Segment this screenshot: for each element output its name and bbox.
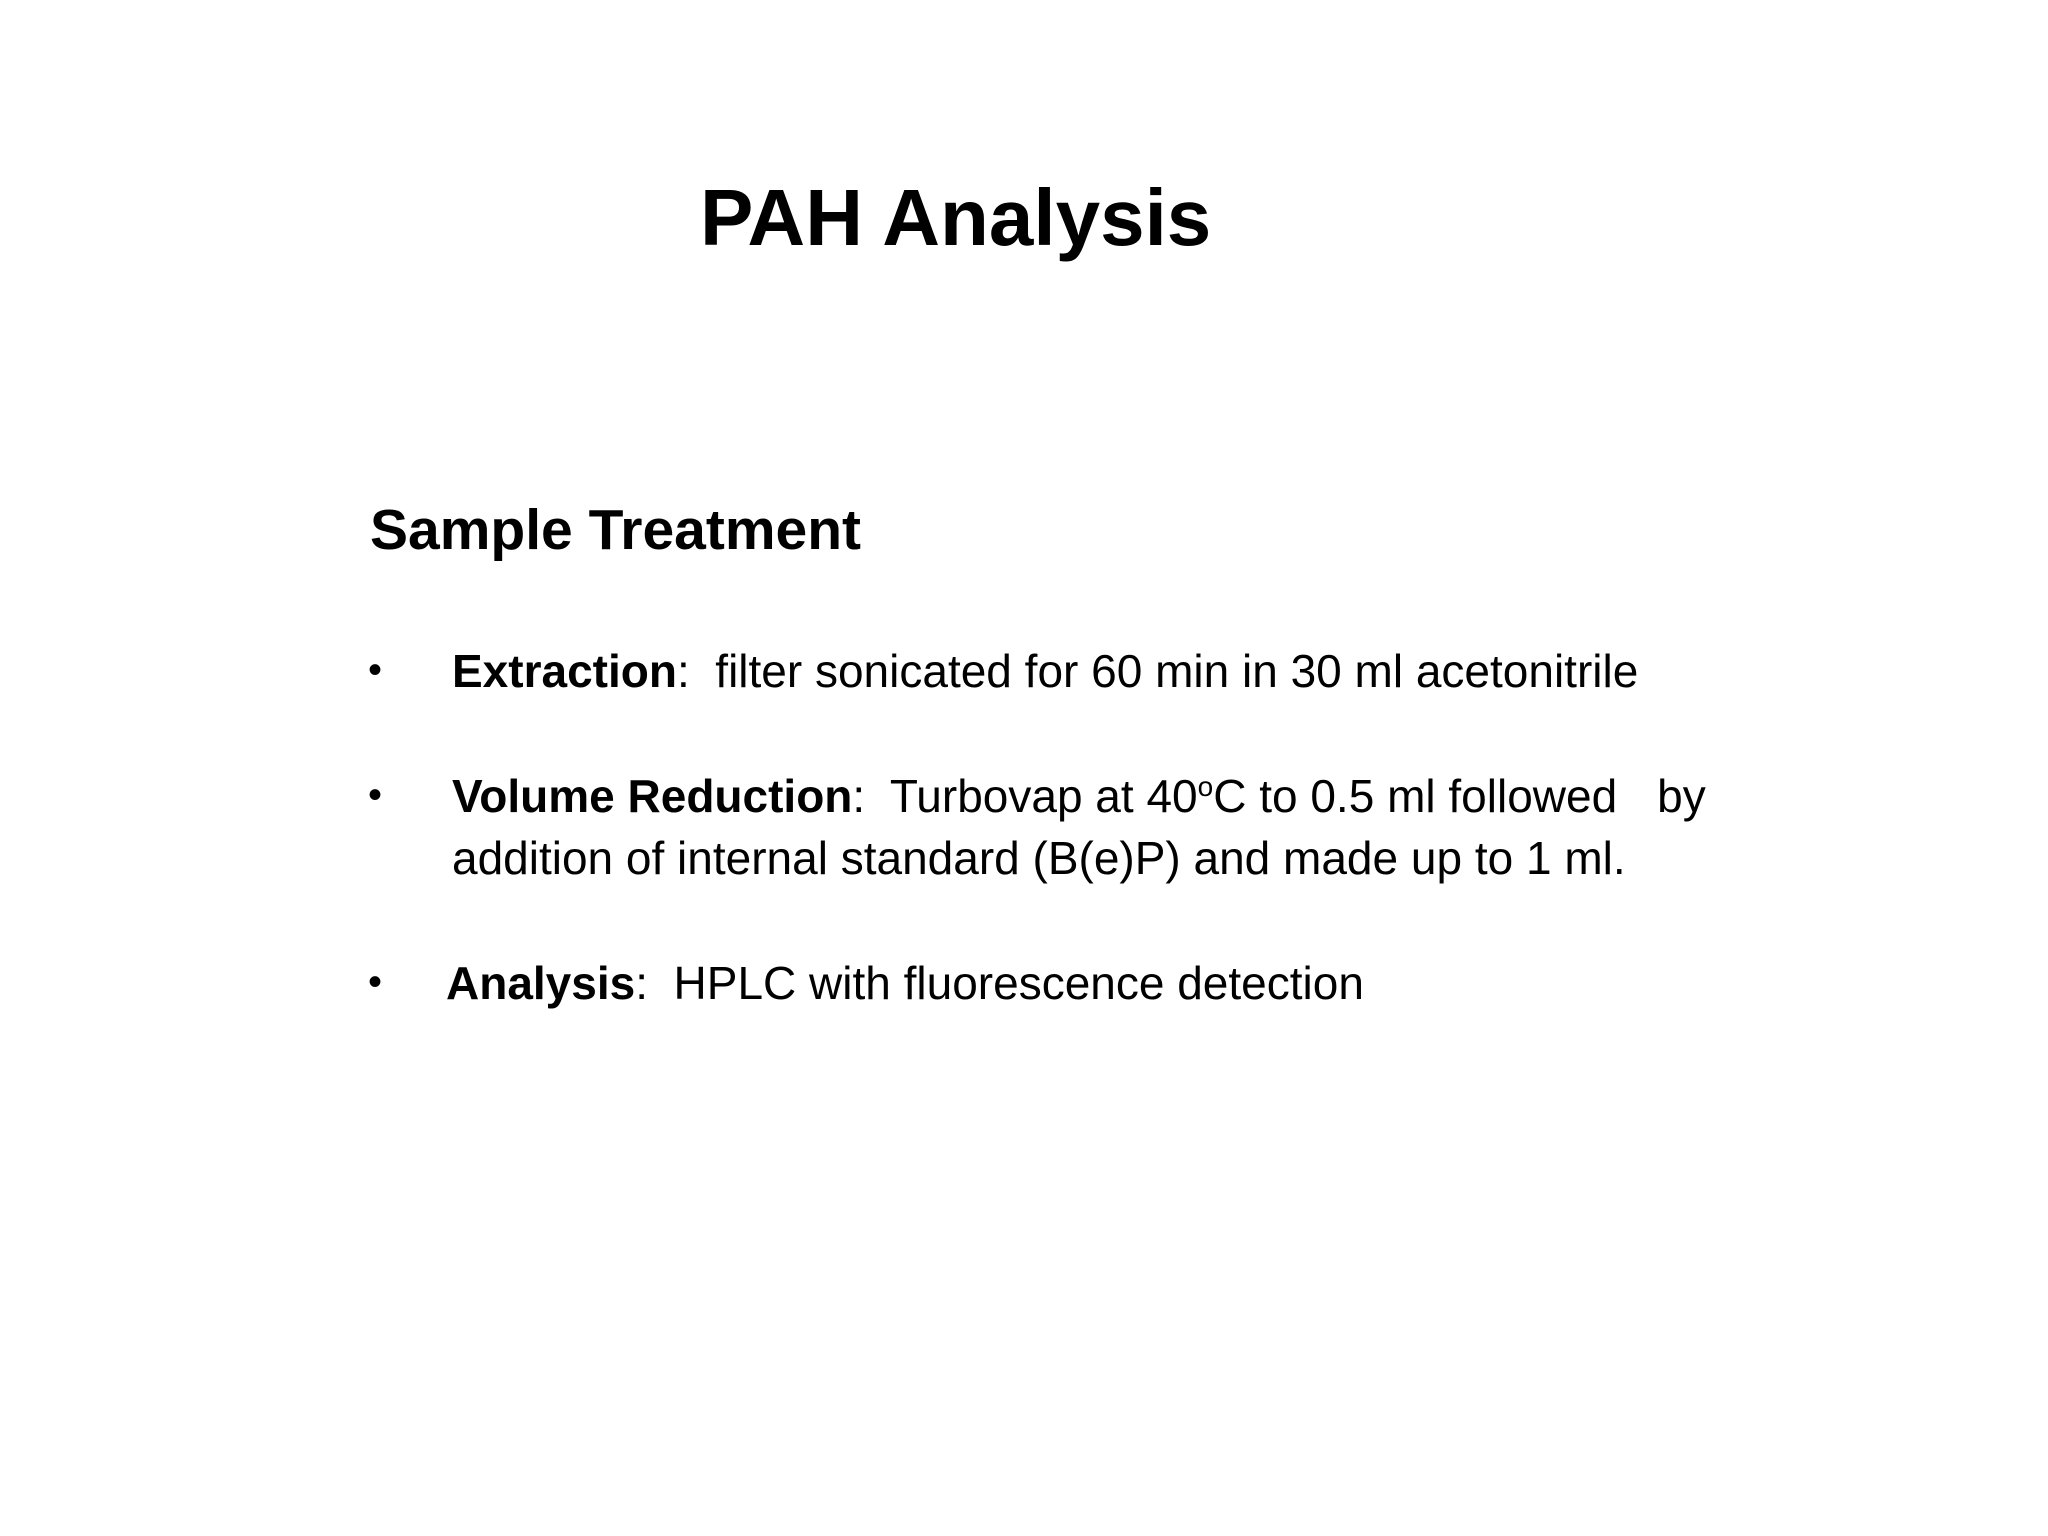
item-term: Analysis (446, 957, 636, 1009)
slide-title: PAH Analysis (700, 173, 1212, 262)
item-separator: : (676, 645, 690, 697)
item-text-end: by (1657, 770, 1706, 822)
item-text: filter sonicated for 60 min in 30 ml acetonitrile (689, 645, 1639, 697)
degree-superscript: o (1197, 771, 1214, 802)
item-text-continued: C to 0.5 ml followed (1213, 770, 1618, 822)
list-item-extraction (452, 640, 1638, 702)
list-item-volume-reduction (452, 765, 1706, 889)
item-text: HPLC with fluorescence detection (648, 957, 1364, 1009)
section-heading: Sample Treatment (370, 498, 862, 562)
list-item-analysis (446, 952, 1364, 1014)
bullet-icon: • (368, 648, 383, 692)
bullet-icon: • (368, 960, 383, 1004)
item-separator: : (635, 957, 648, 1009)
item-line-2: addition of internal standard (B(e)P) and made up to 1 ml. (452, 832, 1626, 884)
item-text: Turbovap at 40 (865, 770, 1198, 822)
bullet-icon: • (368, 773, 383, 817)
item-term: Volume Reduction (452, 770, 853, 822)
item-term: Extraction (452, 645, 677, 697)
item-separator: : (852, 770, 866, 822)
item-line-1 (452, 765, 1706, 827)
